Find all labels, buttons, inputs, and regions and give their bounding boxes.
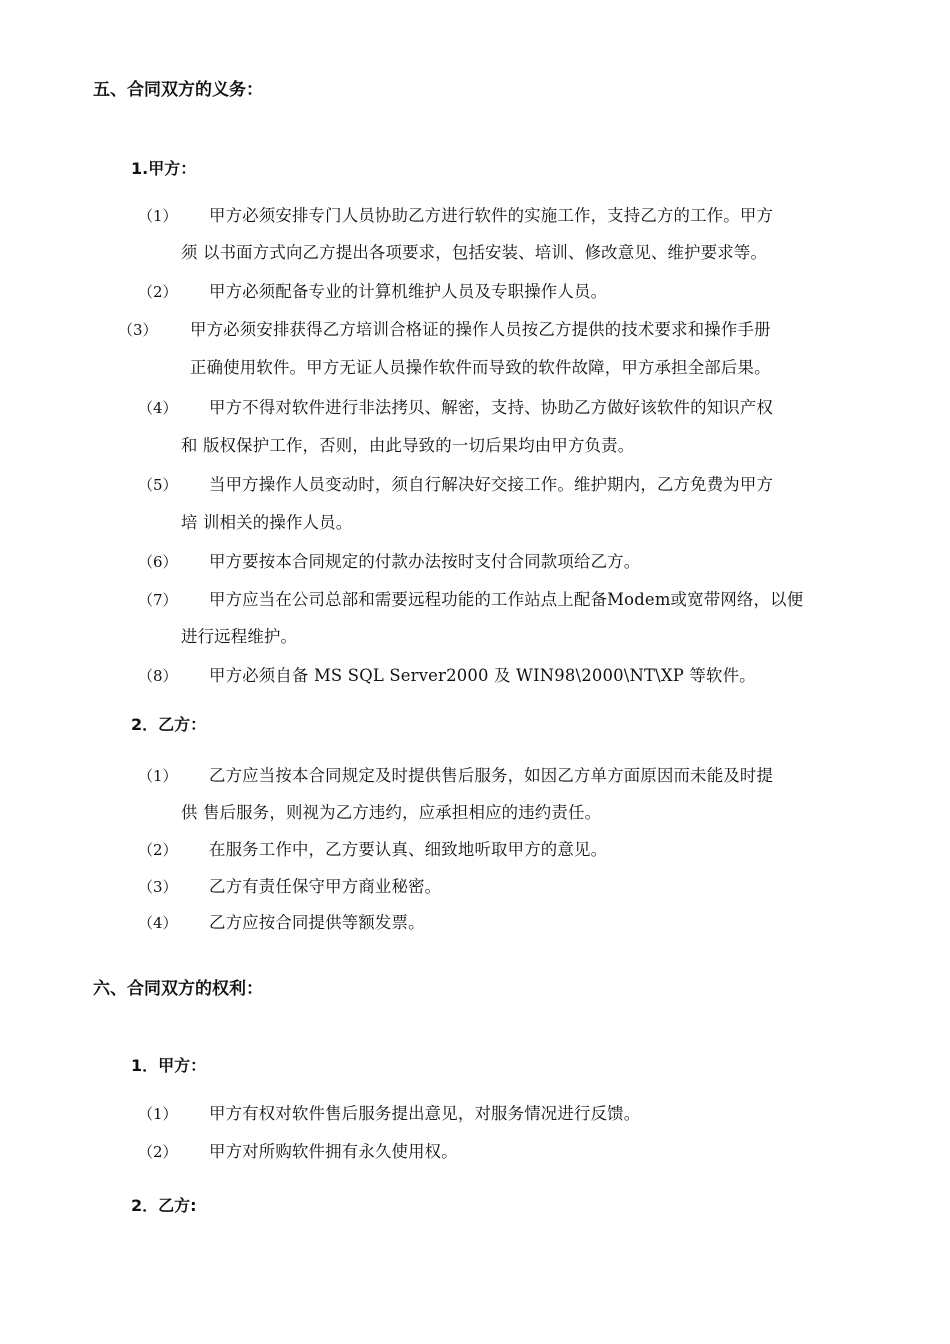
item-text: 甲方必须安排专门人员协助乙方进行软件的实施工作，支持乙方的工作。甲方 bbox=[209, 206, 774, 225]
item-number: （3） bbox=[118, 321, 158, 339]
item-number: （5） bbox=[138, 476, 178, 494]
item-text: 甲方必须配备专业的计算机维护人员及专职操作人员。 bbox=[209, 282, 608, 301]
item-text-continuation: 供 售后服务，则视为乙方违约，应承担相应的违约责任。 bbox=[181, 803, 602, 822]
item-text: 甲方对所购软件拥有永久使用权。 bbox=[209, 1142, 458, 1161]
subsection-heading: 2．乙方: bbox=[131, 1196, 197, 1215]
item-number: （8） bbox=[138, 667, 178, 685]
section-heading: 六、合同双方的权利： bbox=[93, 979, 263, 999]
item-number: （3） bbox=[138, 878, 178, 896]
item-number: （1） bbox=[138, 207, 178, 225]
item-number: （2） bbox=[138, 841, 178, 859]
item-text-continuation: 和 版权保护工作，否则，由此导致的一切后果均由甲方负责。 bbox=[181, 436, 635, 455]
item-number: （2） bbox=[138, 1143, 178, 1161]
subsection-heading: 1．甲方： bbox=[131, 1056, 207, 1075]
item-number: （1） bbox=[138, 1105, 178, 1123]
item-number: （4） bbox=[138, 914, 178, 932]
item-text: 乙方应当按本合同规定及时提供售后服务，如因乙方单方面原因而未能及时提 bbox=[209, 766, 774, 785]
item-text-continuation: 须 以书面方式向乙方提出各项要求，包括安装、培训、修改意见、维护要求等。 bbox=[181, 243, 768, 262]
item-text: 甲方必须自备 MS SQL Server2000 及 WIN98\2000\NT\XP 等软件。 bbox=[209, 666, 756, 685]
item-text: 在服务工作中，乙方要认真、细致地听取甲方的意见。 bbox=[209, 840, 608, 859]
item-text: 乙方应按合同提供等额发票。 bbox=[209, 913, 425, 932]
subsection-heading: 1.甲方： bbox=[131, 159, 197, 178]
subsection-heading: 2．乙方： bbox=[131, 715, 207, 734]
item-text: 乙方有责任保守甲方商业秘密。 bbox=[209, 877, 442, 896]
item-text: 甲方要按本合同规定的付款办法按时支付合同款项给乙方。 bbox=[209, 552, 641, 571]
item-text: 甲方有权对软件售后服务提出意见，对服务情况进行反馈。 bbox=[209, 1104, 641, 1123]
item-text: 甲方必须安排获得乙方培训合格证的操作人员按乙方提供的技术要求和操作手册 bbox=[190, 320, 771, 339]
item-number: （1） bbox=[138, 767, 178, 785]
item-text: 当甲方操作人员变动时，须自行解决好交接工作。维护期内，乙方免费为甲方 bbox=[209, 475, 774, 494]
item-number: （6） bbox=[138, 553, 178, 571]
item-number: （7） bbox=[138, 591, 178, 609]
section-heading: 五、合同双方的义务： bbox=[93, 80, 263, 100]
item-text-continuation: 进行远程维护。 bbox=[181, 627, 298, 646]
item-text: 甲方不得对软件进行非法拷贝、解密，支持、协助乙方做好该软件的知识产权 bbox=[209, 398, 774, 417]
item-text: 甲方应当在公司总部和需要远程功能的工作站点上配备Modem或宽带网络，以便 bbox=[209, 590, 804, 609]
item-text-continuation: 培 训相关的操作人员。 bbox=[181, 513, 353, 532]
item-number: （4） bbox=[138, 399, 178, 417]
item-text-continuation: 正确使用软件。甲方无证人员操作软件而导致的软件故障，甲方承担全部后果。 bbox=[190, 358, 771, 377]
item-number: （2） bbox=[138, 283, 178, 301]
